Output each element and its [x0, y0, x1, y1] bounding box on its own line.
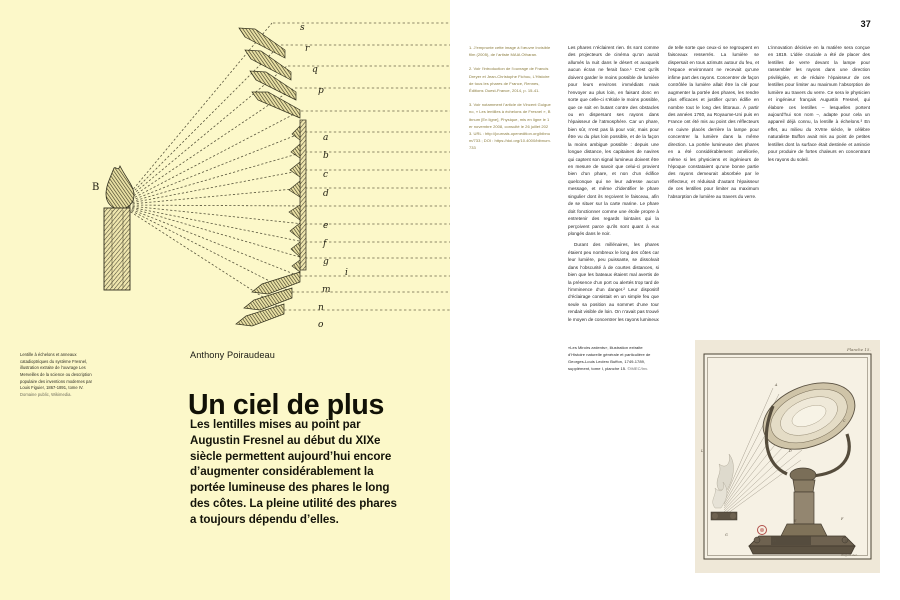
- paragraph: L’innovation décisive en la matière sera conçue en 1819. L’idée cruciale a été de placer des lentilles de verre devant la lampe pour rassembler les rayons dans une direction privilégiée, et de réduire l’épaisseur de ces lentilles pour limiter au maximum l’absorption de lumière au travers du verre. Ce sera le physicien et ingénieur français Augustin Fresnel, qui élabore ces lentilles – lesquelles portent aujourd’hui son nom –, adapte pour cela un appareil déjà connu, la lentille à échelons.³ En effet, au milieu du XVIIIe siècle, le célèbre naturaliste Buffon avait mis au point de petites lentilles dont la surface était destinée et amincie pour produire de fortes chaleurs en concentrant les rayons du soleil.: [768, 45, 870, 162]
- diagram-label-r: r: [305, 44, 310, 54]
- engraving-caption-text: «Les Miroirs ardents», illustration extraite d’Histoire naturelle générale et particulière de Georges-Louis Leclerc Buffon, 1749-1789, supplément, tome I, planche 15.: [568, 345, 651, 372]
- body-column-2: [668, 44, 759, 330]
- diagram-label-i: i: [345, 268, 348, 278]
- svg-text:Buffon del.: Buffon del.: [841, 553, 858, 557]
- footnote-1: 1. J’emprunte cette image à l’œuvre Invisible film (2005), de l’artiste MAIA Otharan.: [469, 45, 551, 58]
- footnote-2: 2. Voir l’introduction de l’ouvrage de Francis Dreyer et Jean-Christophe Fichou, L’Histoire de tous les phares de France, Rennes, Éditions Ouest-France, 2014, p. 15-41.: [469, 66, 550, 94]
- svg-text:G: G: [725, 533, 728, 537]
- diagram-label-s: s: [300, 23, 305, 33]
- svg-text:D: D: [789, 449, 792, 453]
- diagram-label-a: a: [323, 133, 329, 143]
- svg-text:E: E: [794, 519, 797, 523]
- diagram-label-c: c: [323, 170, 329, 180]
- article-standfirst: [190, 417, 405, 528]
- article-byline: Anthony Poiraudeau: [190, 350, 275, 360]
- svg-text:Planche 15.: Planche 15.: [847, 347, 871, 352]
- svg-text:H: H: [773, 539, 776, 543]
- svg-text:B: B: [847, 451, 850, 455]
- diagram-label-g: g: [323, 257, 329, 267]
- svg-text:F: F: [841, 517, 844, 521]
- article-headline: Un ciel de plus: [188, 389, 384, 422]
- right-page: [450, 0, 900, 600]
- figure-caption: [20, 352, 100, 398]
- diagram-label-b: b: [323, 151, 329, 161]
- footnote-3: 3. Voir notamment l’article de Vincent Guigueno, « Les lentilles à échelons de Fresnel », Bibnum [En ligne], Physique, mis en ligne le 1er novembre 2008, consulté le 26 juillet 2023. URL : http://journals.openedition.org/bibnum/733 ; DOI : https://doi.org/10.4000/bibnum.733: [469, 102, 551, 151]
- body-column-3: [768, 44, 870, 330]
- paragraph: Durant des millénaires, les phares étaient peu nombreux le long des côtes car leur lumière, peu puissante, se dissolvait dans l’obscurité à de courtes distances, si bien que les bateaux étaient mal avertis de la présence d’un port ou alertés trop tard de l’imminence d’un danger.² Leur dispositif d’éclairage consistait en un simple feu que seule sa position au sommet d’une tour rendait visible de loin. On n’avait pas trouvé le moyen de concentrer les rayons lumineux: [568, 242, 659, 322]
- diagram-label-m: m: [322, 285, 331, 295]
- svg-text:A: A: [775, 383, 778, 387]
- diagram-label-q: q: [312, 65, 318, 75]
- standfirst-text: Les lentilles mises au point par Augustin Fresnel au début du XIXe siècle permettent aujourd’hui encore d’augmenter considérablement la portée lumineuse des phares le long des côtes. La pleine utilité des phares a toujours dépendu d’elles.: [190, 418, 397, 526]
- diagram-label-n: n: [318, 303, 324, 313]
- fresnel-lens-diagram: [0, 0, 450, 330]
- diagram-label-B: B: [92, 182, 100, 193]
- footnotes-column: [469, 44, 551, 152]
- paragraph: de telle sorte que ceux-ci se regroupent en faisceaux resserrés. La lumière se dispersait en tous azimuts autour du feu, et l’espace environnant ne recevait qu’une infime part des rayons. Concentrer de façon contrôlée la lumière allait être la clé pour augmenter la portée des phares, les rendre plus efficaces et justifier qu’on édifie en nombre tout le long des littoraux. À partir des années 1760, au Royaume-Uni puis en France ont été mis au point des réflecteurs en cuivre placés derrière la lampe pour concentrer la lumière dans la même direction. La portée lumineuse des phares en a été considérablement améliorée, même si les physiciens et ingénieurs de l’époque constataient qu’une bonne partie des rayons demeurait absorbée par le réflecteur, et réduisait d’autant l’épaisseur de ces lentilles pour limiter au maximum l’absorption de lumière au travers du verre.: [668, 45, 759, 199]
- diagram-label-f: f: [323, 239, 327, 249]
- svg-text:K: K: [845, 539, 848, 543]
- engraving-caption-credit: ©IMEC/Inv.: [627, 366, 649, 372]
- figure-caption-text: Lentille à échelons et anneaux catadioptriques du système Fresnel, illustration extraite de l’ouvrage Les Merveilles de la science ou description populaire des inventions modernes par Louis Figuier, 1867-1891, tome IV.: [20, 352, 93, 391]
- svg-text:C: C: [843, 419, 846, 423]
- svg-text:L: L: [701, 449, 704, 453]
- engraving-caption: [568, 344, 656, 372]
- diagram-label-o: o: [318, 320, 324, 330]
- body-column-1: [568, 44, 659, 330]
- diagram-label-e: e: [323, 221, 329, 231]
- diagram-label-p: p: [318, 86, 324, 96]
- page-number: 37: [860, 19, 871, 29]
- svg-text:I: I: [790, 549, 792, 553]
- burning-mirror-engraving: [695, 340, 880, 573]
- figure-caption-credit: Domaine public, Wikimedia.: [20, 391, 72, 397]
- diagram-label-d: d: [323, 189, 329, 199]
- paragraph: Les phares n’éclairent rien. Ils sont comme des projecteurs de cinéma qu’on aurait allumés la nuit dans le désert et auxquels aucun écran ne ferait face.¹ C’est qu’ils doivent garder le moins possible de lumière pour leurs environs immédiats mais l’envoyer au plus loin, en faisant donc en sorte que celle-ci s’étiole le moins possible, que ce soit en butant contre des obstacles ou en dispersant ses rayons dans l’épaisseur de l’atmosphère. Car un phare, bien sûr, n’est pas là pour voir, mais pour être vu du plus loin possible, et de la façon la moins ambiguë possible : depuis une longue distance, les capitaines de navires qui captent son signal lumineux doivent être en mesure de savoir que celui-ci provient bien d’un phare, et non d’un édifice quelconque qui ne leur adresse aucun message, et même d’identifier le phare singulier dont ils reçoivent le faisceau, afin de se situer sur la carte marine. Le phare doit fonctionner comme une étoile propre à entretenir des regards lointains qui la perçoivent parce qu’ils sont quant à eux plongés dans le noir.: [568, 45, 659, 236]
